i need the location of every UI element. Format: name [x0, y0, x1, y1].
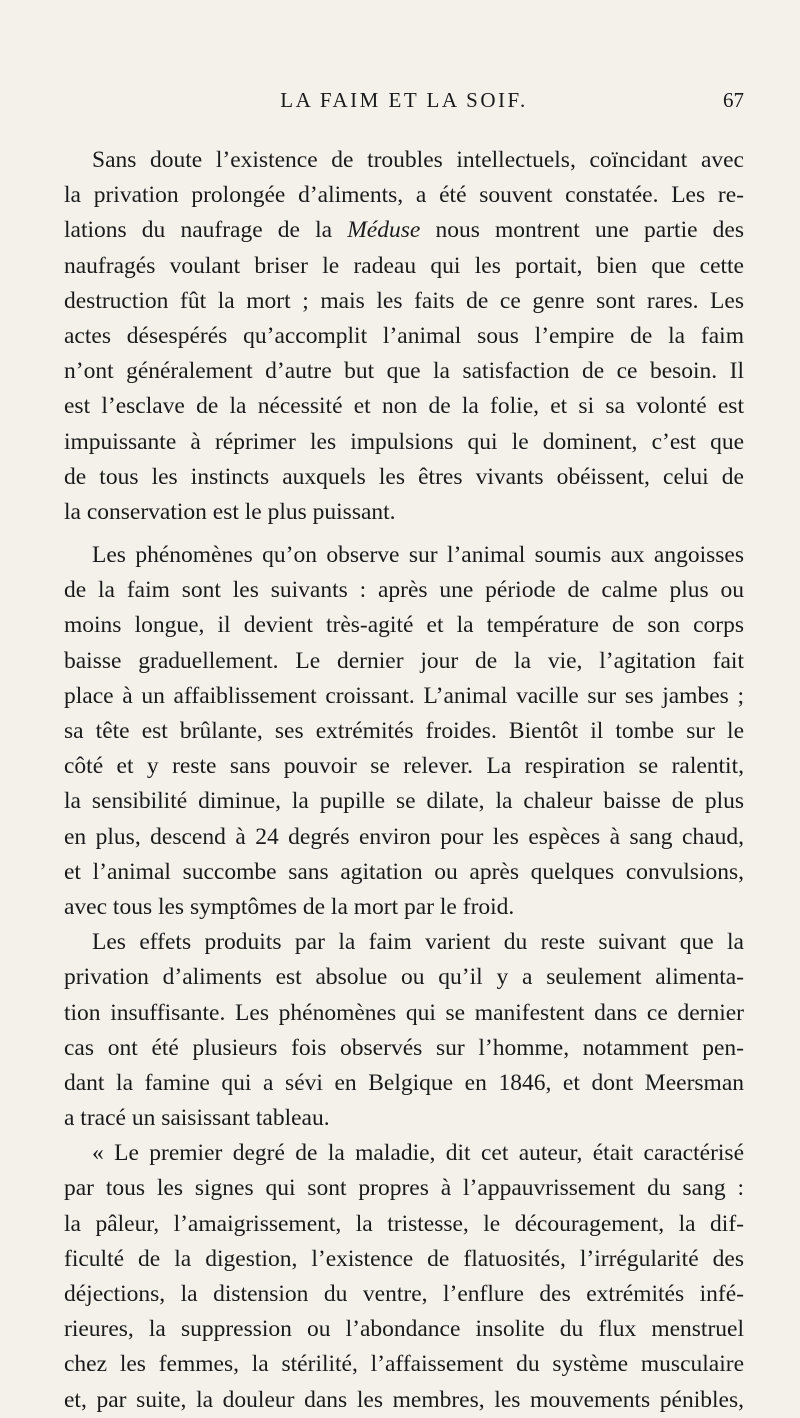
text-line: avec tous les symptômes de la mort par le froid. — [64, 893, 515, 920]
text-line: déjections, la distension du ventre, l’enflure des extrémités infé- — [64, 1281, 744, 1307]
text-line: privation d’aliments est absolue ou qu’il y a seulement alimenta- — [64, 964, 744, 991]
text-line: la sensibilité diminue, la pupille se dilate, la chaleur baisse de plus — [64, 788, 744, 815]
text-line: moins longue, il devient très-agité et la température de son corps — [64, 612, 744, 639]
text-line: la conservation est le plus puissant. — [64, 498, 396, 525]
text-line: Sans doute l’existence de troubles intellectuels, coïncidant avec — [92, 147, 744, 173]
text-line: place à un affaiblissement croissant. L’animal vacille sur ses jambes ; — [64, 682, 744, 709]
running-title: LA FAIM ET LA SOIF. — [280, 88, 528, 112]
paragraph — [64, 143, 744, 530]
text-line: Les effets produits par la faim varient du reste suivant que la — [92, 929, 744, 956]
text-line: tion insuffisante. Les phénomènes qui se manifestent dans ce dernier — [64, 999, 744, 1026]
text-line: Les phénomènes qu’on observe sur l’animal soumis aux angoisses — [92, 542, 744, 569]
text-line: de tous les instincts auxquels les êtres vivants obéissent, celui de — [64, 463, 744, 490]
paragraph — [64, 925, 744, 1136]
text-line: est l’esclave de la nécessité et non de la folie, et si sa volonté est — [64, 393, 744, 420]
text-line: en plus, descend à 24 degrés environ pour les espèces à sang chaud, — [64, 823, 744, 850]
text-line: a tracé un saisissant tableau. — [64, 1105, 330, 1132]
text-line: destruction fût la mort ; mais les faits de ce genre sont rares. Les — [64, 287, 744, 314]
text-line: sa tête est brûlante, ses extrémités froides. Bientôt il tombe sur le — [64, 718, 744, 744]
text-line: « Le premier degré de la maladie, dit cet auteur, était caractérisé — [92, 1140, 744, 1167]
body-text — [64, 143, 744, 1418]
text-line: rieures, la suppression ou l’abondance insolite du flux menstruel — [64, 1316, 744, 1343]
text-line: actes désespérés qu’accomplit l’animal sous l’empire de la faim — [64, 322, 744, 349]
text-line: de la faim sont les suivants : après une période de calme plus ou — [64, 577, 744, 604]
text-line: n’ont généralement d’autre but que la satisfaction de ce besoin. Il — [64, 358, 744, 385]
text-line: la pâleur, l’amaigrissement, la tristesse, le découragement, la dif- — [64, 1210, 744, 1237]
paragraph — [64, 538, 744, 925]
text-line: impuissante à réprimer les impulsions qui le dominent, c’est que — [64, 428, 744, 455]
text-line: côté et y reste sans pouvoir se relever. La respiration se ralentit, — [64, 753, 744, 780]
text-line: cas ont été plusieurs fois observés sur l’homme, notamment pen- — [64, 1034, 744, 1061]
paragraph — [64, 1136, 744, 1418]
text-line: ficulté de la digestion, l’existence de flatuosités, l’irrégularité des — [64, 1245, 744, 1272]
text-line-with-italic: lations du naufrage de la Méduse nous montrent une partie des — [64, 217, 744, 244]
text-line: la privation prolongée d’aliments, a été souvent constatée. Les re- — [64, 182, 744, 209]
text-line: dant la famine qui a sévi en Belgique en 1846, et dont Meersman — [64, 1069, 744, 1096]
text-line: par tous les signes qui sont propres à l’appauvrissement du sang : — [64, 1175, 744, 1202]
italic-ship-name: Méduse — [347, 217, 421, 244]
page-header — [64, 88, 744, 122]
page-number: 67 — [723, 88, 744, 112]
text-line: et l’animal succombe sans agitation ou après quelques convulsions, — [64, 858, 744, 885]
text-line: baisse graduellement. Le dernier jour de la vie, l’agitation fait — [64, 647, 744, 674]
text-line: naufragés voulant briser le radeau qui les portait, bien que cette — [64, 252, 744, 279]
text-line: et, par suite, la douleur dans les membres, les mouvements pénibles, — [64, 1386, 744, 1413]
text-line: chez les femmes, la stérilité, l’affaissement du système musculaire — [64, 1351, 744, 1378]
